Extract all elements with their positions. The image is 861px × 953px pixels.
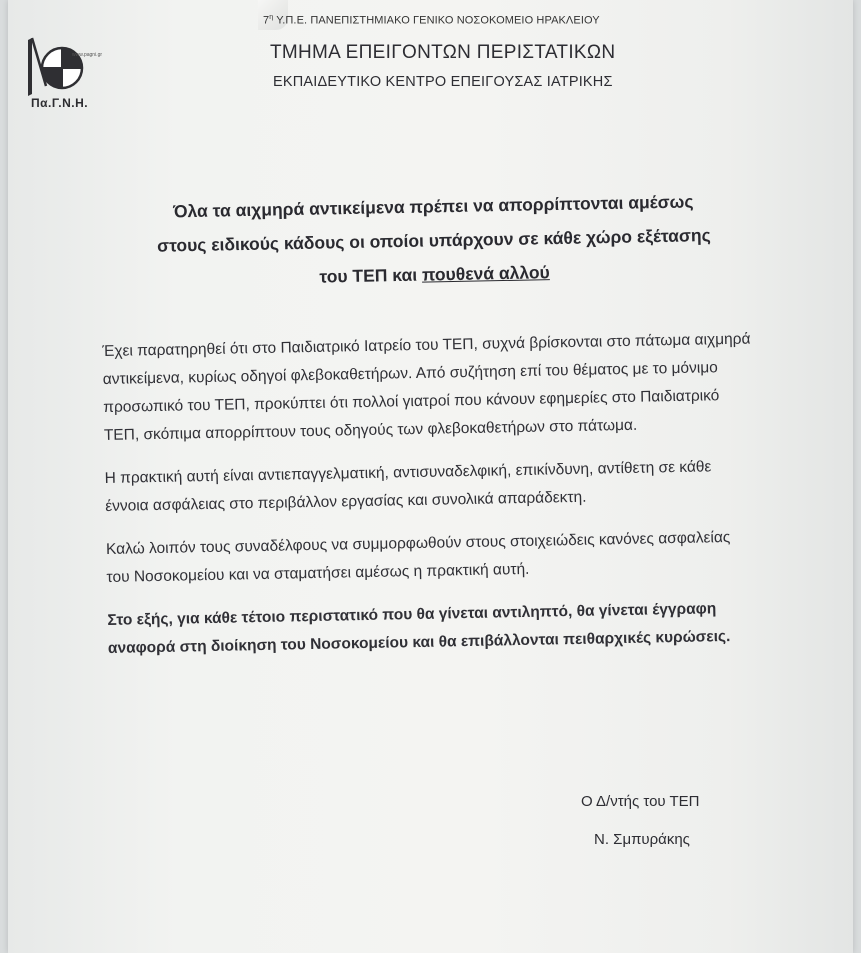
signature-title: Ο Δ/ντής του ΤΕΠ (581, 793, 700, 810)
headline-line-1: Όλα τα αιχμηρά αντικείμενα πρέπει να απορρίπτονται αμέσως (172, 191, 694, 222)
institution-line: $7^\eta$ Υ.Π.Ε. ΠΑΝΕΠΙΣΤΗΜΙΑΚΟ ΓΕΝΙΚΟ ΝΟΣΟΚΟΜΕΙΟ ΗΡΑΚΛΕΙΟΥ (263, 14, 600, 27)
logo-caption: Πα.Γ.Ν.Η. (31, 96, 89, 110)
headline (88, 183, 780, 298)
headline-emphasis: πουθενά αλλού (421, 262, 550, 285)
paragraph-warning: Στο εξής, για κάθε τέτοιο περιστατικό που θα γίνεται αντιληπτό, θα γίνεται έγγραφη αναφορά στη διοίκηση του Νοσοκομείου και θα επιβάλλονται πειθαρχικές κυρώσεις. (107, 600, 731, 657)
paragraph-assessment: Η πρακτική αυτή είναι αντιεπαγγελματική, αντισυναδελφική, επικίνδυνη, αντίθετη σε κάθε έννοια ασφάλειας στο περιβάλλον εργασίας και συνολικά απαράδεκτη. (104, 458, 712, 515)
headline-line-2: στους ειδικούς κάδους οι οποίοι υπάρχουν σε κάθε χώρο εξέτασης (156, 225, 711, 256)
signature-name: Ν. Σμπυράκης (594, 831, 690, 848)
notice-sheet (8, 0, 853, 953)
department-title: ΤΜΗΜΑ ΕΠΕΙΓΟΝΤΩΝ ΠΕΡΙΣΤΑΤΙΚΩΝ (270, 42, 616, 63)
center-title: ΕΚΠΑΙΔΕΥΤΙΚΟ ΚΕΝΤΡΟ ΕΠΕΙΓΟΥΣΑΣ ΙΑΤΡΙΚΗΣ (273, 74, 613, 90)
paragraph-observation: Έχει παρατηρηθεί ότι στο Παιδιατρικό Ιατρείο του ΤΕΠ, συχνά βρίσκονται στο πάτωμα αιχμηρά αντικείμενα, κυρίως οδηγοί φλεβοκαθετήρων. Από συζήτηση επί του θέματος με το μόνιμο προσωπικό του ΤΕΠ, προκύπτει ότι πολλοί γιατροί που κάνουν εφημερίες στο Παιδιατρικό ΤΕΠ, σκόπιμα απορρίπτουν τους οδηγούς των φλεβοκαθετήρων στο πάτωμα. (102, 330, 751, 444)
logo-website: www.pagni.gr (72, 52, 103, 58)
notice-body (102, 326, 758, 678)
headline-line-3: του ΤΕΠ και πουθενά αλλού (319, 262, 550, 287)
paragraph-request: Καλώ λοιπόν τους συναδέλφους να συμμορφωθούν στους στοιχειώδεις κανόνες ασφαλείας του Νοσοκομείου και να σταματήσει αμέσως η πρακτική αυτή. (105, 528, 731, 586)
